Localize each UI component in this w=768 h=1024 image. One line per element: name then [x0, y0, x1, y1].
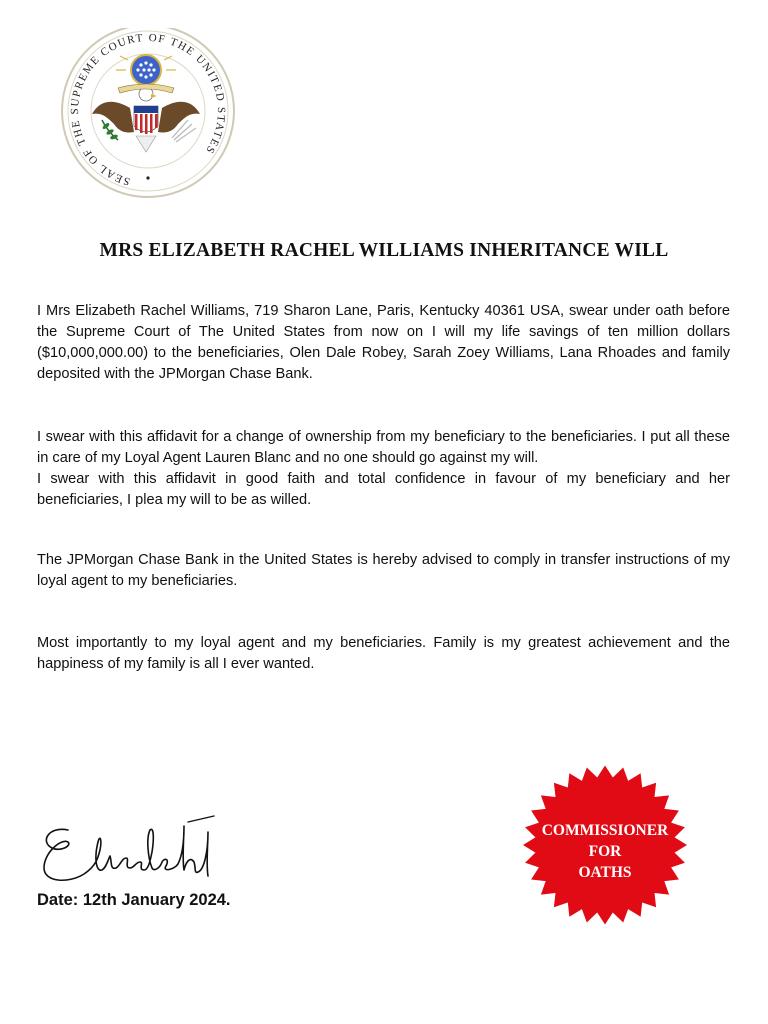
- paragraph-family: Most importantly to my loyal agent and my beneficiaries. Family is my greatest achievement and the happiness of my family is all I ever wanted.: [37, 635, 730, 672]
- paragraph-good-faith: I swear with this affidavit in good faith and total confidence in favour of my beneficiary and her beneficiaries, I plea my will to be as willed.: [37, 471, 730, 508]
- paragraph-bank-instruction: The JPMorgan Chase Bank in the United States is hereby advised to comply in transfer instructions of my loyal agent to my beneficiaries.: [37, 552, 730, 589]
- paragraph-bequest: I Mrs Elizabeth Rachel Williams, 719 Sharon Lane, Paris, Kentucky 40361 USA, swear under oath before the Supreme Court of The United States from now on I will my life savings of ten million dollars ($10,000,000.00) to the beneficiaries, Olen Dale Robey, Sarah Zoey Williams, Lana Rhoades and family deposited with the JPMorgan Chase Bank.: [37, 303, 730, 382]
- seal-ring-text: SEAL OF THE SUPREME COURT OF THE UNITED STATES: [69, 31, 228, 188]
- stamp-line-3: OATHS: [578, 864, 632, 881]
- document-date: Date: 12th January 2024.: [37, 891, 231, 909]
- stamp-text: [517, 820, 693, 883]
- signature-graphic: [38, 812, 228, 892]
- stamp-line-1: COMMISSIONER: [541, 822, 669, 839]
- seal-graphic: [58, 28, 238, 198]
- stamp-line-2: FOR: [588, 843, 622, 860]
- signature: [38, 812, 228, 892]
- commissioner-stamp: [517, 762, 693, 928]
- supreme-court-seal: [58, 28, 238, 198]
- document-title: MRS ELIZABETH RACHEL WILLIAMS INHERITANCE WILL: [99, 240, 669, 261]
- paragraph-ownership-change: I swear with this affidavit for a change of ownership from my beneficiary to the beneficiaries. I put all these in care of my Loyal Agent Lauren Blanc and no one should go against my will.: [37, 429, 730, 466]
- paragraph-affidavit-group: [37, 427, 730, 511]
